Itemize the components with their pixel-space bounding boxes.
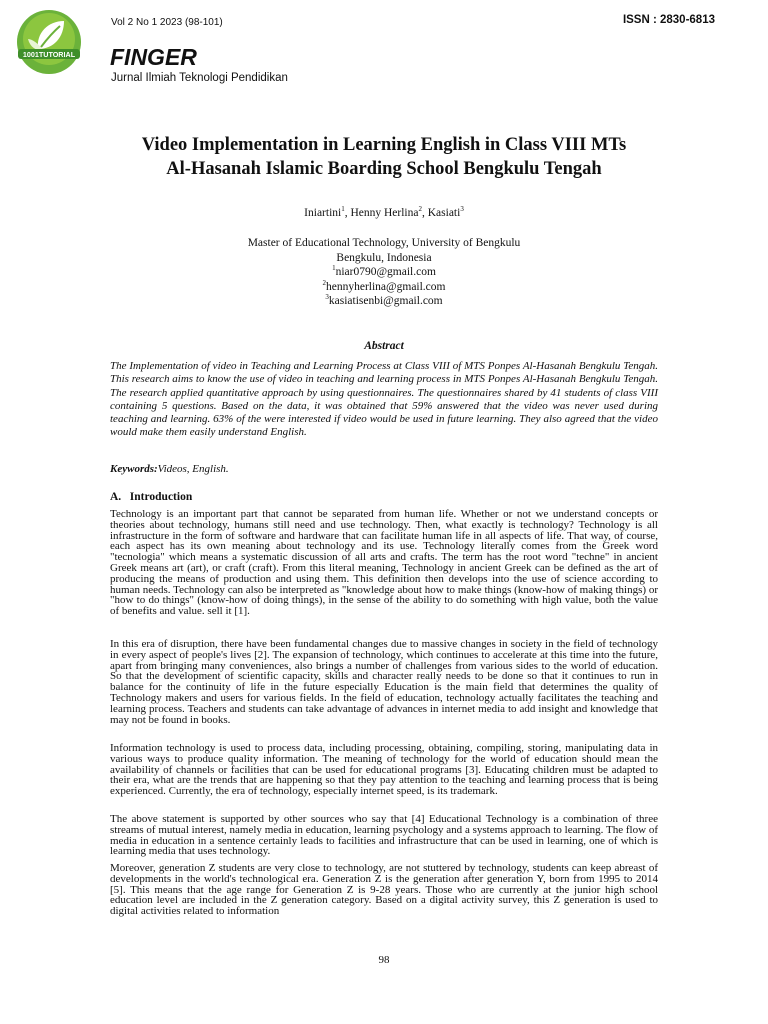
body-paragraph: The above statement is supported by other sources who say that [4] Educational Technology is a combination of three streams of mutual interest, namely media in education, learning psychology and a systems approach to learning. The flow of media in education in a sentence certainly leads to facilities and infrastructure that can be used in learning, one of which is learning media that uses technology. bbox=[110, 813, 658, 858]
author-sup: 2 bbox=[418, 205, 422, 214]
journal-subtitle: Jurnal Ilmiah Teknologi Pendidikan bbox=[111, 72, 288, 84]
affiliation-block bbox=[80, 236, 688, 309]
article-title bbox=[80, 133, 688, 181]
body-paragraph: In this era of disruption, there have been fundamental changes due to massive changes in society in the field of technology in every aspect of people's lives [2]. The expansion of technology, which continues to accelerate at this time into the future, apart from bringing many conveniences, also brings a number of challenges from various sides to the world of education. So that the development of scientific capacity, skills and character really needs to be done so that it continues to run in balance for the continuity of life in the future especially Education is the main field that determines the quality of Technology makers and users for various fields. In the field of education, technology actually facilitates the teaching and learning process. Teachers and students can take advantage of advances in internet media to add insight and knowledge that may not be found in books. bbox=[110, 638, 658, 726]
page-number: 98 bbox=[378, 954, 390, 966]
email-1: $^1$niar0790@gmail.com bbox=[332, 264, 436, 279]
affiliation: Master of Educational Technology, University of Bengkulu bbox=[247, 237, 521, 249]
email-3: $^3$kasiatisenbi@gmail.com bbox=[325, 293, 443, 308]
abstract-heading: Abstract bbox=[364, 340, 404, 352]
body-paragraph: Moreover, generation Z students are very close to technology, are not stuttered by technology, students can keep abreast of developments in the world's technological era. Generation Z is the generation after generation Y, born from 1995 to 2014 [5]. This means that the age range for Generation Z is 9-28 years. Those who are currently at the junior high school education level are included in the Z generation category. Based on a digital activity survey, this Z generation is used to digital activities related to information bbox=[110, 862, 658, 918]
logo-text: 1001TUTORIAL bbox=[22, 50, 76, 59]
author-sup: 3 bbox=[460, 205, 464, 214]
journal-name: FINGER bbox=[110, 44, 197, 70]
body-paragraph: Information technology is used to process data, including processing, obtaining, compiling, storing, manipulating data in various ways to produce quality information. The meaning of technology for the world of education should mean the availability of channels or facilities that can be used for educational programs [3]. Educating children must be adapted to their era, what are the trends that are happening so that they pay attention to the teaching and learning process that is being experienced. Currently, the era of technology, especially internet speed, is its trademark. bbox=[110, 742, 658, 798]
journal-logo bbox=[14, 9, 84, 75]
email-2: $^2$hennyherlina@gmail.com bbox=[322, 278, 446, 293]
title-line-1: Video Implementation in Learning English in Class VIII MTs bbox=[141, 135, 627, 155]
location: Bengkulu, Indonesia bbox=[336, 251, 432, 264]
keywords-label: Keywords: bbox=[110, 463, 158, 475]
abstract-text: The Implementation of video in Teaching and Learning Process at Class VIII of MTS Ponpes Al-Hasanah Bengkulu Tengah. This research aims to know the use of video in teaching and learning process in MTS Ponpes Al-Hasanah Bengkulu Tengah. The research applied quantitative approach by using questionnaires. The questionnaires shared by 41 students of class VIII containing 5 questions. Based on the data, it was obtained that 59% answered that the video was never used during teaching and learning. 63% of the were interested if video would be used in future learning. They also agreed that the video would make them easily understand English. bbox=[110, 360, 658, 439]
keywords-value: Videos, English. bbox=[157, 463, 229, 475]
logo-leaf-icon bbox=[14, 9, 84, 75]
section-heading-introduction: A. Introduction bbox=[110, 491, 193, 503]
author-name: Kasiati bbox=[427, 207, 461, 219]
issn: ISSN : 2830-6813 bbox=[622, 14, 715, 26]
keywords bbox=[110, 463, 229, 475]
author-name: Henny Herlina bbox=[350, 207, 419, 219]
body-paragraph: Technology is an important part that cannot be separated from human life. Whether or not we understand concepts or theories about technology, humans still need and use technology. Then, what exactly is technology? Technology is all infrastructure in the form of software and hardware that can facilitate human life in all aspects of life. That way, of course, each aspect has its own meaning about technology and its use. Technology literally comes from the Greek word "tecnologia" which means a systematic discussion of all arts and crafts. The term has the root word "techne" in ancient Greek means art (art), or craft (craft). From this literal meaning, Technology in ancient Greek can be defined as the art of producing the means of production and using them. This definition then develops into the use of science according to human needs. Technology can also be interpreted as "knowledge about how to make things (know-how of making things) or "how to do things" (know-how of doing things), in the sense of the ability to do something with high value, both the value of benefits and value. sell it [1]. bbox=[110, 508, 658, 618]
title-line-2: Al-Hasanah Islamic Boarding School Bengkulu Tengah bbox=[166, 159, 602, 179]
volume-info: Vol 2 No 1 2023 (98-101) bbox=[111, 17, 223, 28]
author-list: Iniartini$^1$, Henny Herlina$^2$, Kasiati$^3$ bbox=[304, 205, 464, 219]
author-name: Iniartini bbox=[304, 207, 342, 219]
author-sup: 1 bbox=[341, 205, 345, 214]
